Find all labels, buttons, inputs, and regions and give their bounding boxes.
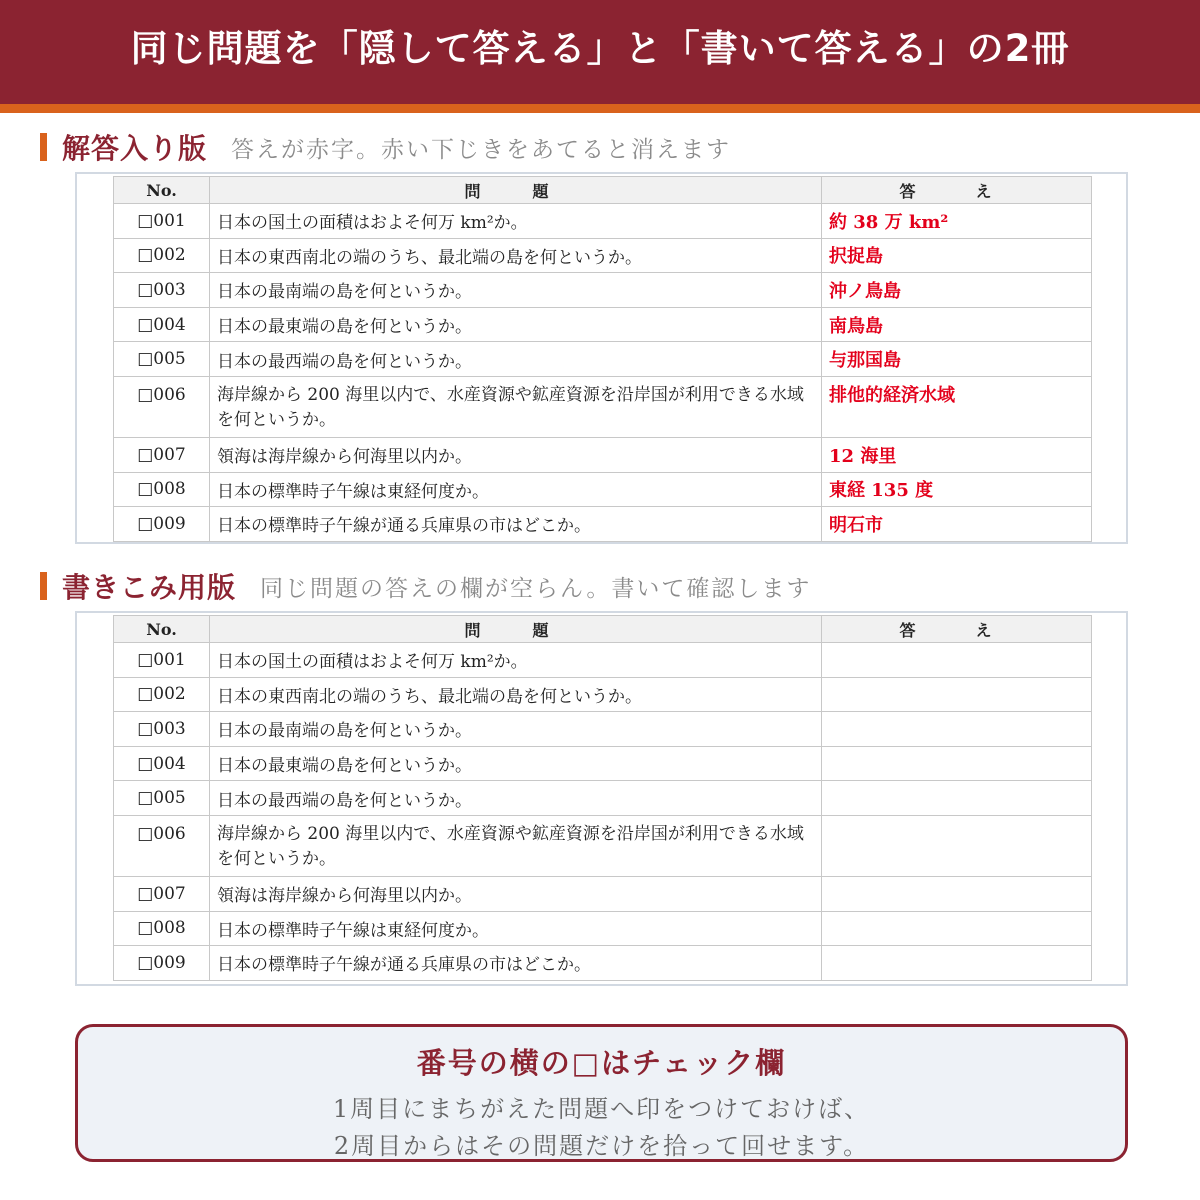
question-text: 日本の国土の面積はおよそ何万 km²か。 — [210, 204, 822, 239]
question-text: 日本の最東端の島を何というか。 — [210, 307, 822, 342]
answer-cell — [822, 911, 1092, 946]
question-number-checkbox: □003 — [114, 712, 210, 747]
answer-cell: 南鳥島 — [822, 307, 1092, 342]
table-header-row — [114, 616, 1092, 643]
table-row — [114, 437, 1092, 472]
question-text: 領海は海岸線から何海里以内か。 — [210, 437, 822, 472]
question-text: 日本の最西端の島を何というか。 — [210, 342, 822, 377]
table-row — [114, 643, 1092, 678]
section-title: 書きこみ用版 — [62, 571, 237, 604]
question-text: 海岸線から 200 海里以内で、水産資源や鉱産資源を沿岸国が利用できる水域を何というか。 — [210, 815, 822, 876]
section-marker — [40, 133, 47, 161]
table-row — [114, 342, 1092, 377]
table-row — [114, 273, 1092, 308]
table-row — [114, 307, 1092, 342]
answer-cell: 排他的経済水域 — [822, 376, 1092, 437]
question-number-checkbox: □002 — [114, 677, 210, 712]
answer-cell — [822, 746, 1092, 781]
table-row — [114, 911, 1092, 946]
question-number-checkbox: □006 — [114, 815, 210, 876]
question-number-checkbox: □008 — [114, 472, 210, 507]
question-text: 日本の最西端の島を何というか。 — [210, 781, 822, 816]
question-text: 海岸線から 200 海里以内で、水産資源や鉱産資源を沿岸国が利用できる水域を何というか。 — [210, 376, 822, 437]
answer-cell: 東経 135 度 — [822, 472, 1092, 507]
question-number-checkbox: □007 — [114, 876, 210, 911]
question-text: 日本の最東端の島を何というか。 — [210, 746, 822, 781]
answer-cell — [822, 677, 1092, 712]
answer-cell — [822, 781, 1092, 816]
answer-cell: 約 38 万 km² — [822, 204, 1092, 239]
table-row — [114, 876, 1092, 911]
column-header-question: 問 題 — [210, 616, 822, 643]
table-row — [114, 781, 1092, 816]
section-subtitle: 同じ問題の答えの欄が空らん。書いて確認します — [260, 575, 812, 602]
table-row — [114, 946, 1092, 981]
question-number-checkbox: □007 — [114, 437, 210, 472]
question-number-checkbox: □001 — [114, 204, 210, 239]
answer-cell: 択捉島 — [822, 238, 1092, 273]
answer-cell — [822, 712, 1092, 747]
question-number-checkbox: □004 — [114, 307, 210, 342]
answer-cell: 12 海里 — [822, 437, 1092, 472]
column-header-no: No. — [114, 616, 210, 643]
question-text: 領海は海岸線から何海里以内か。 — [210, 876, 822, 911]
question-number-checkbox: □008 — [114, 911, 210, 946]
answer-cell: 沖ノ鳥島 — [822, 273, 1092, 308]
writein-edition-panel — [75, 611, 1128, 986]
answer-cell — [822, 815, 1092, 876]
writein-edition-table — [113, 615, 1092, 981]
section-heading-writein-edition — [40, 569, 811, 603]
question-number-checkbox: □009 — [114, 946, 210, 981]
question-number-checkbox: □005 — [114, 342, 210, 377]
table-row — [114, 712, 1092, 747]
question-text: 日本の最南端の島を何というか。 — [210, 273, 822, 308]
answer-cell — [822, 946, 1092, 981]
answer-edition-table — [113, 176, 1092, 542]
question-text: 日本の東西南北の端のうち、最北端の島を何というか。 — [210, 677, 822, 712]
question-text: 日本の標準時子午線は東経何度か。 — [210, 911, 822, 946]
note-title: 番号の横の□はチェック欄 — [416, 1046, 787, 1080]
question-number-checkbox: □004 — [114, 746, 210, 781]
checkbox-note-box — [75, 1024, 1128, 1162]
column-header-question: 問 題 — [210, 177, 822, 204]
section-subtitle: 答えが赤字。赤い下じきをあてると消えます — [231, 136, 732, 163]
table-row — [114, 238, 1092, 273]
table-row — [114, 507, 1092, 542]
header-accent-stripe — [0, 104, 1200, 113]
column-header-answer: 答 え — [822, 177, 1092, 204]
question-text: 日本の最南端の島を何というか。 — [210, 712, 822, 747]
table-row — [114, 376, 1092, 437]
page-title: 同じ問題を「隠して答える」と「書いて答える」の2冊 — [130, 27, 1070, 70]
question-text: 日本の標準時子午線は東経何度か。 — [210, 472, 822, 507]
table-row — [114, 815, 1092, 876]
answer-cell: 与那国島 — [822, 342, 1092, 377]
section-title: 解答入り版 — [62, 132, 208, 165]
question-number-checkbox: □009 — [114, 507, 210, 542]
question-number-checkbox: □003 — [114, 273, 210, 308]
question-number-checkbox: □001 — [114, 643, 210, 678]
table-row — [114, 677, 1092, 712]
answer-cell — [822, 876, 1092, 911]
question-number-checkbox: □002 — [114, 238, 210, 273]
question-text: 日本の国土の面積はおよそ何万 km²か。 — [210, 643, 822, 678]
section-marker — [40, 572, 47, 600]
table-header-row — [114, 177, 1092, 204]
answer-cell: 明石市 — [822, 507, 1092, 542]
question-number-checkbox: □006 — [114, 376, 210, 437]
column-header-answer: 答 え — [822, 616, 1092, 643]
answer-edition-panel — [75, 172, 1128, 544]
question-text: 日本の標準時子午線が通る兵庫県の市はどこか。 — [210, 507, 822, 542]
answer-cell — [822, 643, 1092, 678]
column-header-no: No. — [114, 177, 210, 204]
note-line: 1周目にまちがえた問題へ印をつけておけば、 — [332, 1095, 871, 1123]
note-line: 2周目からはその問題だけを拾って回せます。 — [333, 1132, 870, 1160]
question-text: 日本の標準時子午線が通る兵庫県の市はどこか。 — [210, 946, 822, 981]
question-text: 日本の東西南北の端のうち、最北端の島を何というか。 — [210, 238, 822, 273]
table-row — [114, 472, 1092, 507]
question-number-checkbox: □005 — [114, 781, 210, 816]
table-row — [114, 204, 1092, 239]
table-row — [114, 746, 1092, 781]
section-heading-answer-edition — [40, 130, 731, 164]
